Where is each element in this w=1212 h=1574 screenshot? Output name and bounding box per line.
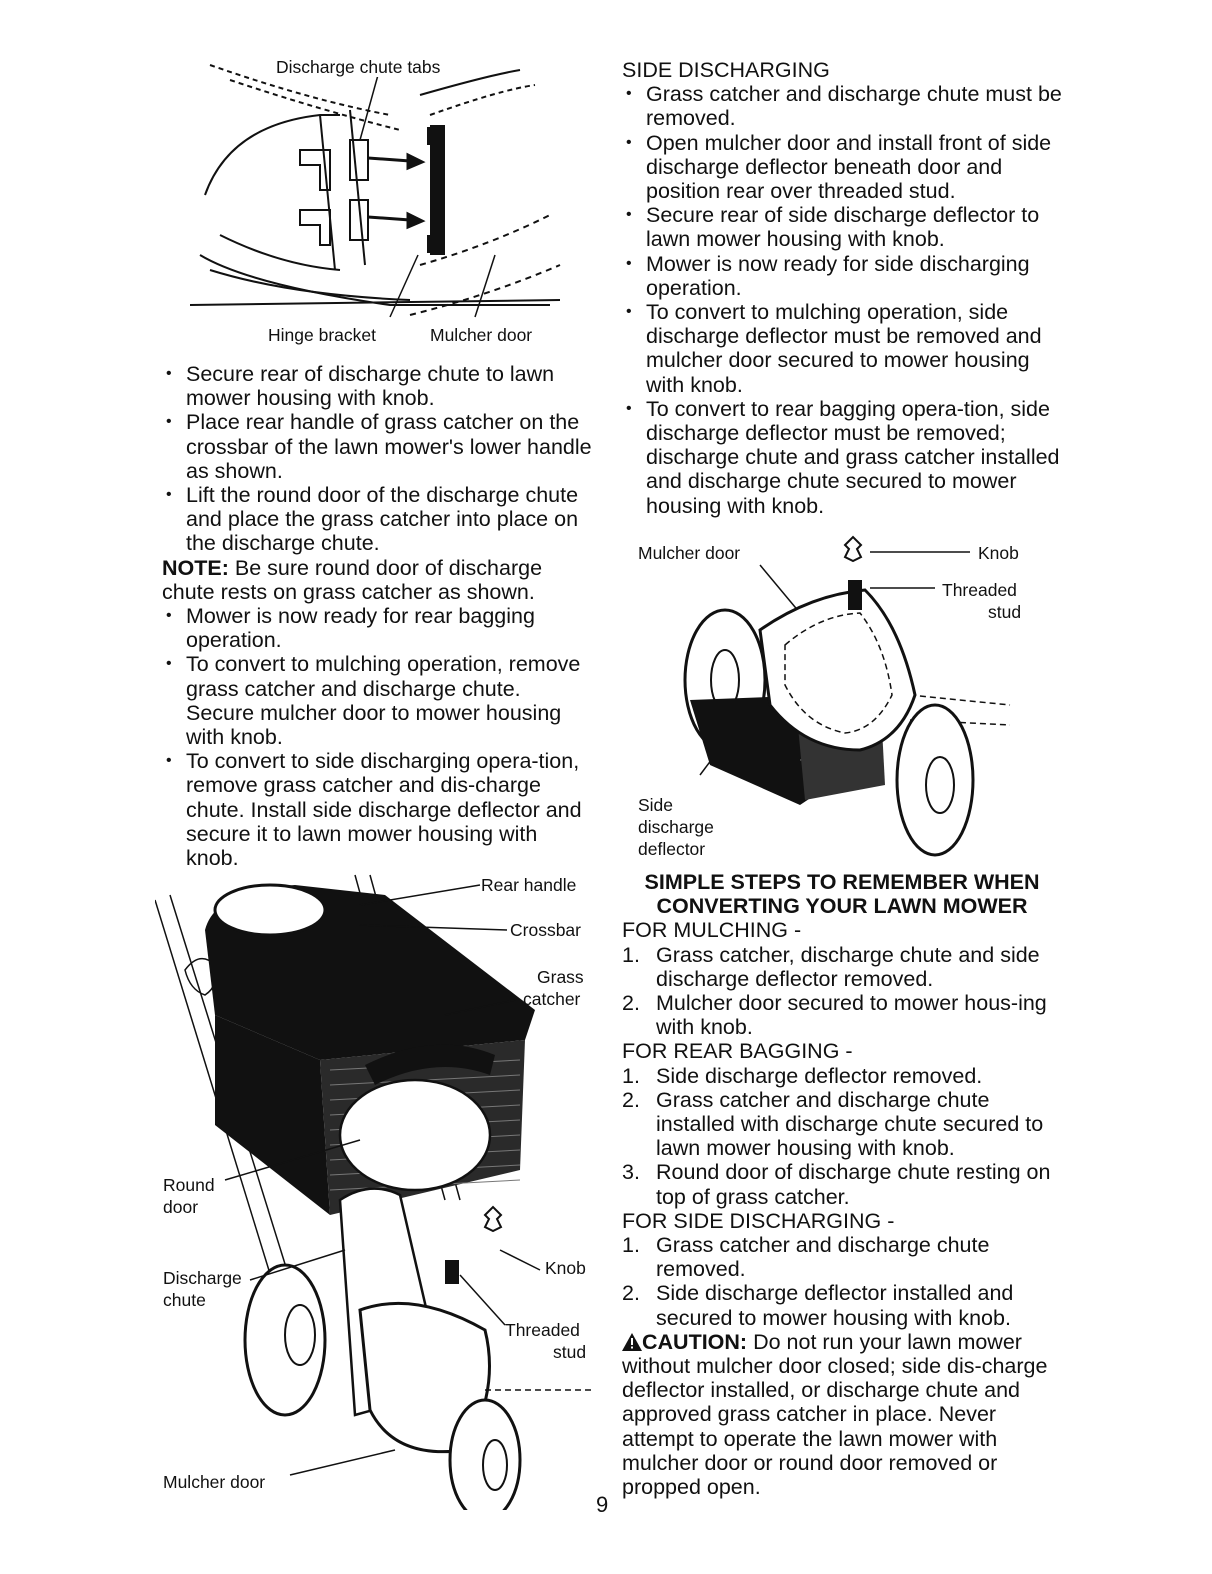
mulching-heading: FOR MULCHING - <box>622 918 802 943</box>
label-threaded: Threaded <box>942 580 1017 600</box>
label-stud: stud <box>988 602 1022 622</box>
list-item <box>622 1281 1062 1329</box>
step-number: 1. <box>622 942 640 967</box>
list-item: • Place rear handle of grass catcher on the crossbar of the lawn mower's lower handle as shown. <box>162 410 592 483</box>
left-bullets-2 <box>162 604 592 870</box>
side-discharging-steps <box>622 1233 1062 1330</box>
step-number: 2. <box>622 1087 640 1112</box>
label-deflector: deflector <box>638 839 706 859</box>
list-item: • Mower is now ready for side discharging operation. <box>622 252 1062 300</box>
step-text: Grass catcher and discharge chute removed. <box>656 1233 990 1282</box>
chute-tabs-illustration <box>190 55 570 320</box>
label-catcher: catcher <box>523 989 581 1009</box>
warning-icon <box>622 1333 642 1351</box>
steps-title-1: SIMPLE STEPS TO REMEMBER WHEN <box>644 870 1040 894</box>
caution-label: CAUTION: <box>642 1329 748 1354</box>
label-side: Side <box>638 795 674 815</box>
side-discharging-section <box>622 58 1062 518</box>
page-number: 9 <box>596 1492 609 1517</box>
rear-bagging-heading: FOR REAR BAGGING - <box>622 1039 853 1064</box>
list-item: • Secure rear of discharge chute to lawn mower housing with knob. <box>162 362 592 410</box>
step-number: 3. <box>622 1160 640 1185</box>
side-discharging-bullets <box>622 82 1062 518</box>
step-text: Round door of discharge chute resting on top of grass catcher. <box>656 1160 1051 1209</box>
step-text: Side discharge deflector installed and secured to mower housing with knob. <box>656 1281 1014 1330</box>
rear-bagging-steps <box>622 1064 1062 1209</box>
step-number: 1. <box>622 1063 640 1088</box>
label-discharge-chute-tabs: Discharge chute tabs <box>276 57 441 77</box>
list-item <box>622 1160 1062 1208</box>
list-item: • To convert to rear bagging opera-tion, side discharge deflector must be removed; discharge chute and grass catcher installed and discharge chute secured to mower housing with knob. <box>622 397 1062 518</box>
list-item: • To convert to mulching operation, side discharge deflector must be removed and mulcher door secured to mower housing with knob. <box>622 300 1062 397</box>
step-text: Side discharge deflector removed. <box>656 1063 983 1088</box>
label-discharge: Discharge <box>163 1268 242 1288</box>
steps-title-2: CONVERTING YOUR LAWN MOWER <box>656 894 1028 919</box>
step-number: 2. <box>622 1281 640 1306</box>
step-number: 1. <box>622 1233 640 1258</box>
label-knob: Knob <box>545 1258 586 1278</box>
simple-steps-section <box>622 870 1062 1499</box>
label-stud: stud <box>553 1342 587 1362</box>
section-heading: SIDE DISCHARGING <box>622 58 830 82</box>
list-item <box>622 1088 1062 1161</box>
left-bullets <box>162 362 592 556</box>
step-text: Grass catcher and discharge chute installed with discharge chute secured to lawn mower housing with knob. <box>656 1087 1044 1161</box>
left-instructions <box>162 362 592 870</box>
list-item <box>622 1064 1062 1088</box>
list-item <box>622 991 1062 1039</box>
list-item: • Grass catcher and discharge chute must be removed. <box>622 82 1062 130</box>
list-item <box>622 943 1062 991</box>
label-discharge: discharge <box>638 817 714 837</box>
label-mulcher-door: Mulcher door <box>430 325 533 345</box>
label-grass: Grass <box>537 967 584 987</box>
label-threaded: Threaded <box>505 1320 580 1340</box>
mulching-steps <box>622 943 1062 1040</box>
figure-discharge-chute-tabs <box>190 55 570 355</box>
note-label: NOTE: <box>162 555 229 580</box>
label-round: Round <box>163 1175 215 1195</box>
label-rear-handle: Rear handle <box>481 875 577 895</box>
label-chute: chute <box>163 1290 206 1310</box>
list-item: • Secure rear of side discharge deflector to lawn mower housing with knob. <box>622 203 1062 251</box>
list-item: • Lift the round door of the discharge chute and place the grass catcher into place on the discharge chute. <box>162 483 592 556</box>
figure-side-discharge <box>630 535 1060 865</box>
list-item: • Mower is now ready for rear bagging operation. <box>162 604 592 652</box>
note <box>162 556 592 604</box>
list-item: • Open mulcher door and install front of side discharge deflector beneath door and position rear over threaded stud. <box>622 131 1062 204</box>
caution-text: Do not run your lawn mower without mulcher door closed; side dis-charge deflector installed, or discharge chute and approved grass catcher in place. Never attempt to operate the lawn mower with mulcher door or round door removed or propped open. <box>622 1329 1048 1500</box>
step-text: Mulcher door secured to mower hous-ing with knob. <box>656 991 1047 1040</box>
label-crossbar: Crossbar <box>510 920 581 940</box>
rear-bagging-illustration <box>155 870 600 1510</box>
label-knob: Knob <box>978 543 1019 563</box>
note-text: Be sure round door of discharge chute rests on grass catcher as shown. <box>162 555 543 604</box>
step-number: 2. <box>622 991 640 1016</box>
side-discharging-heading: FOR SIDE DISCHARGING - <box>622 1208 895 1233</box>
label-mulcher-door: Mulcher door <box>638 543 741 563</box>
list-item: • To convert to mulching operation, remove grass catcher and discharge chute. Secure mulcher door to mower housing with knob. <box>162 652 592 749</box>
figure-rear-bagging <box>155 870 600 1510</box>
caution <box>622 1330 1062 1499</box>
label-mulcher-door: Mulcher door <box>163 1472 266 1492</box>
list-item <box>622 1233 1062 1281</box>
label-door: door <box>163 1197 199 1217</box>
list-item: • To convert to side discharging opera-tion, remove grass catcher and dis-charge chute. Install side discharge deflector and secure it to lawn mower housing with knob. <box>162 749 592 870</box>
step-text: Grass catcher, discharge chute and side discharge deflector removed. <box>656 942 1040 991</box>
label-hinge-bracket: Hinge bracket <box>268 325 376 345</box>
